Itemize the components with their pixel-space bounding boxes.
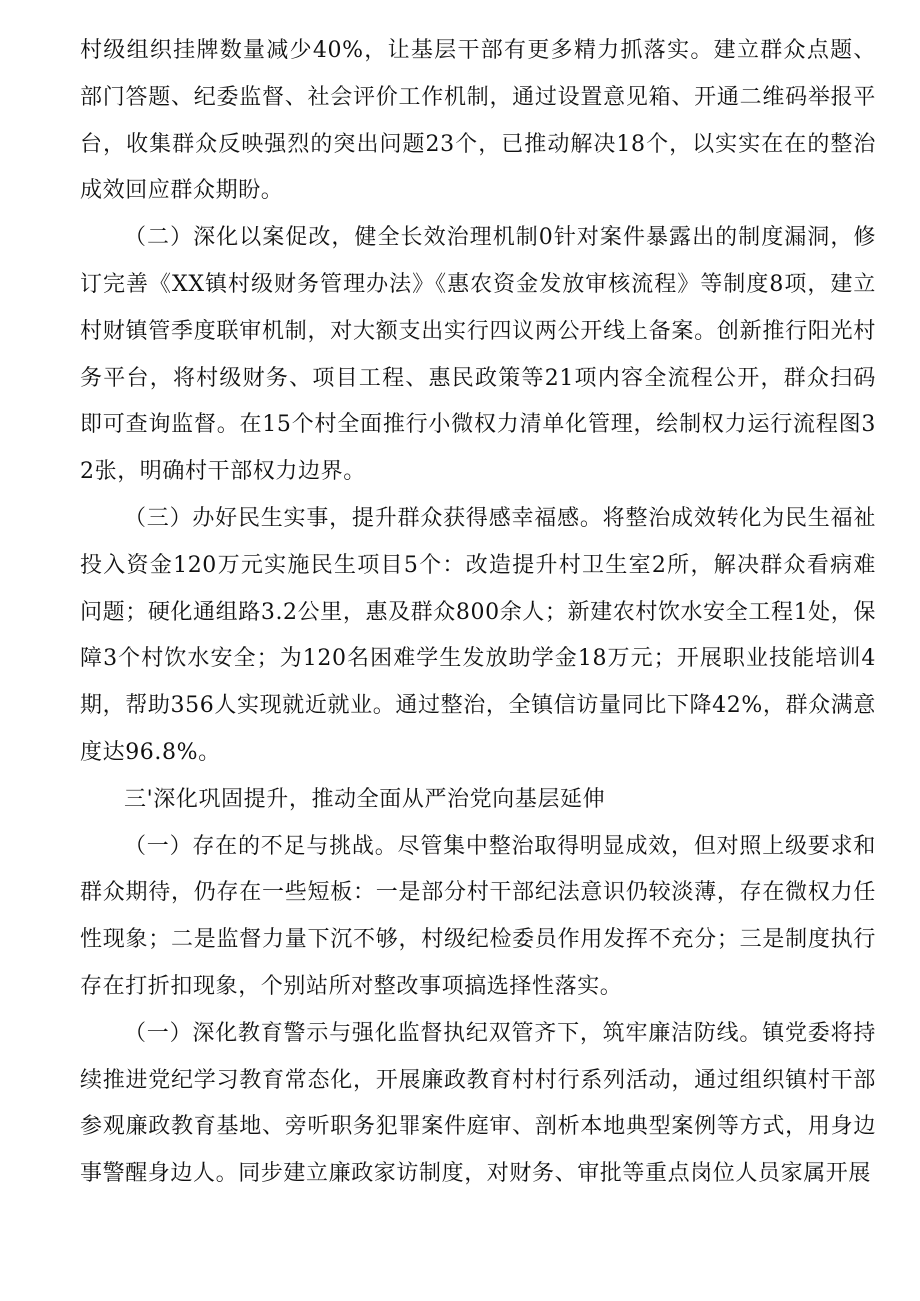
paragraph-education-supervision: （一）深化教育警示与强化监督执纪双管齐下，筑牢廉洁防线。镇党委将持续推进党纪学习教育常态化，开展廉政教育村村行系列活动，通过组织镇村干部参观廉政教育基地、旁听职务犯罪案件庭审、剖析本地典型案例等方式，用身边事警醒身边人。同步建立廉政家访制度，对财务、审批等重点岗位人员家属开展 xyxy=(80,1020,876,1187)
paragraph-section-two-case-reform: （二）深化以案促改，健全长效治理机制0针对案件暴露出的制度漏洞，修订完善《XX镇村级财务管理办法》《惠农资金发放审核流程》等制度8项，建立村财镇管季度联审机制，对大额支出实行四议两公开线上备案。创新推行阳光村务平台，将村级财务、项目工程、惠民政策等21项内容全流程公开，群众扫码即可查询监督。在15个村全面推行小微权力清单化管理，绘制权力运行流程图32张，明确村干部权力边界。 xyxy=(80,225,876,485)
document-page xyxy=(80,28,876,1198)
paragraph-body-continuation: 村级组织挂牌数量减少40%，让基层干部有更多精力抓落实。建立群众点题、部门答题、纪委监督、社会评价工作机制，通过设置意见箱、开通二维码举报平台，收集群众反映强烈的突出问题23个，已推动解决18个，以实实在在的整治成效回应群众期盼。 xyxy=(80,38,876,204)
paragraph-shortcomings: （一）存在的不足与挑战。尽管集中整治取得明显成效，但对照上级要求和群众期待，仍存在一些短板：一是部分村干部纪法意识仍较淡薄，存在微权力任性现象；二是监督力量下沉不够，村级纪检委员作用发挥不充分；三是制度执行存在打折扣现象，个别站所对整改事项搞选择性落实。 xyxy=(80,833,876,999)
paragraph-section-three-livelihood: （三）办好民生实事，提升群众获得感幸福感。将整治成效转化为民生福祉投入资金120万元实施民生项目5个：改造提升村卫生室2所，解决群众看病难问题；硬化通组路3.2公里，惠及群众800余人；新建农村饮水安全工程1处，保障3个村饮水安全；为120名困难学生发放助学金18万元；开展职业技能培训4期，帮助356人实现就近就业。通过整治，全镇信访量同比下降42%，群众满意度达96.8%。 xyxy=(80,505,876,765)
section-heading-three: 三'深化巩固提升，推动全面从严治党向基层延伸 xyxy=(124,786,606,812)
